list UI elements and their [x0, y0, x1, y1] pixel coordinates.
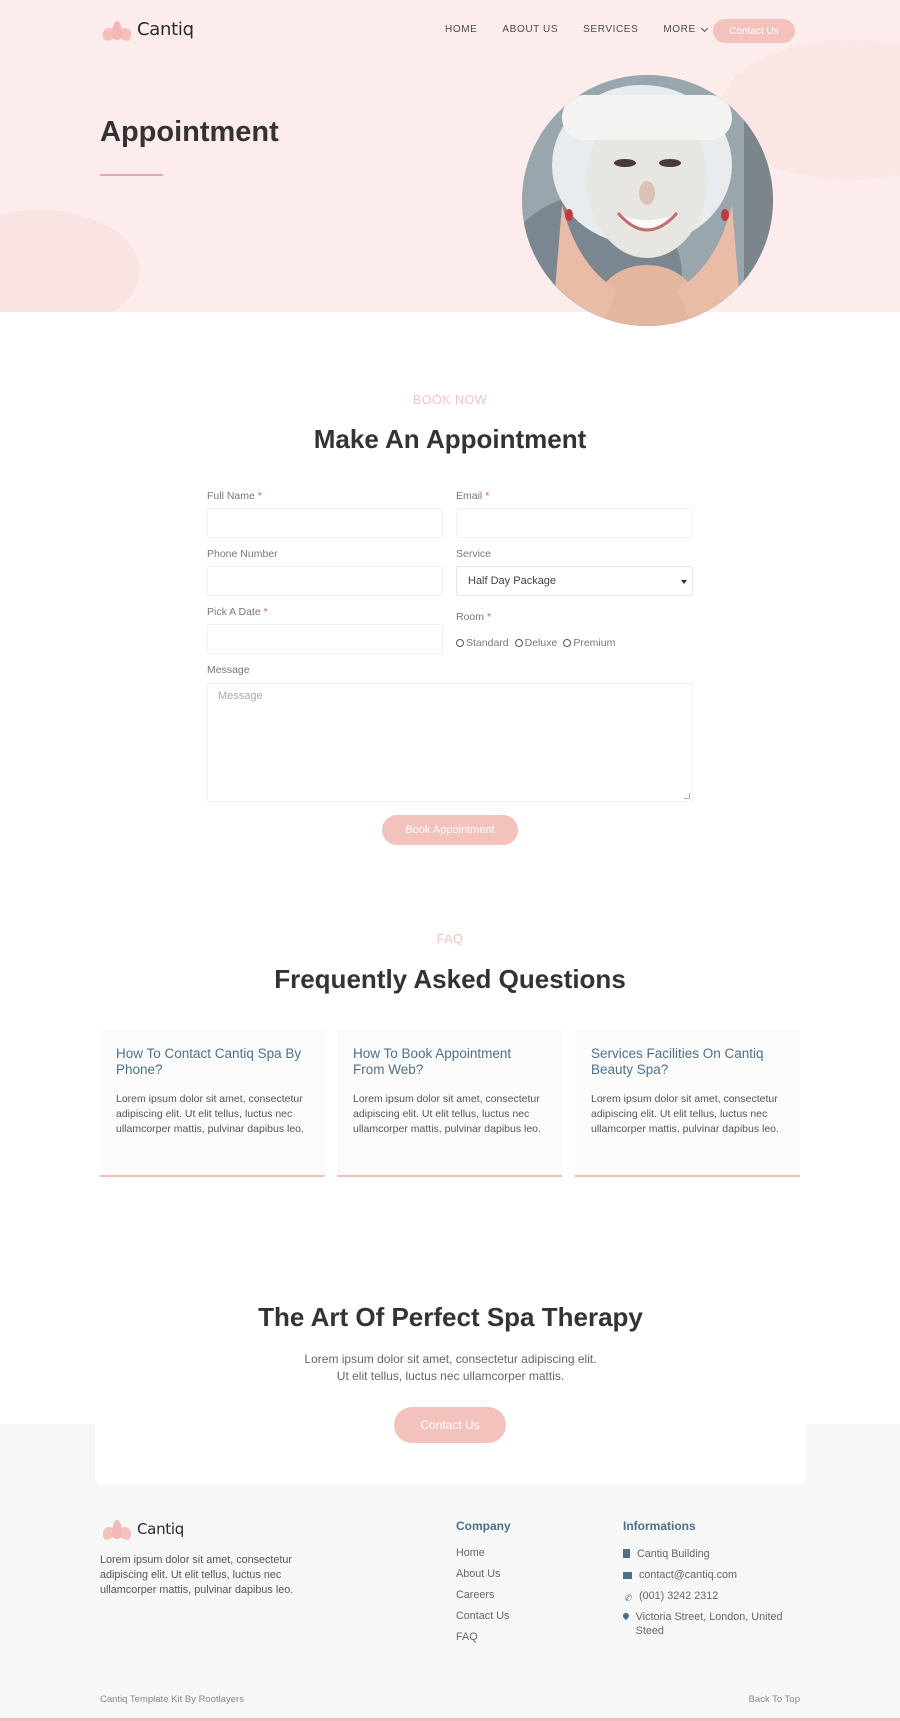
cta-card	[95, 1256, 806, 1485]
message-textarea[interactable]	[207, 683, 693, 802]
footer-link-about-us[interactable]: About Us	[456, 1568, 501, 1580]
back-to-top-link[interactable]: Back To Top	[748, 1694, 800, 1705]
info-address	[623, 1610, 803, 1644]
footer-about-text: Lorem ipsum dolor sit amet, consectetur adipiscing elit. Ut elit tellus, luctus nec ullamcorper mattis, pulvinar dapibus leo.	[100, 1554, 294, 1596]
required-mark: *	[486, 611, 492, 623]
radio-circle-icon	[456, 639, 464, 647]
resize-handle-icon[interactable]	[684, 793, 690, 799]
cta-text-line: Ut elit tellus, luctus nec ullamcorper mattis.	[336, 1369, 565, 1383]
faq-question: Services Facilities On Cantiq Beauty Spa?	[591, 1046, 764, 1077]
room-label-text: Room	[456, 611, 485, 623]
company-heading: Company	[456, 1519, 511, 1533]
room-option-deluxe[interactable]	[515, 637, 558, 649]
phone-icon: ✆	[623, 1593, 632, 1603]
service-selected-value: Half Day Package	[468, 575, 557, 587]
informations-list	[623, 1547, 803, 1644]
company-links	[456, 1547, 509, 1652]
info-phone	[623, 1589, 803, 1610]
info-email-text[interactable]: contact@cantiq.com	[639, 1569, 737, 1581]
footer-link-home[interactable]: Home	[456, 1547, 485, 1559]
page-title: Appointment	[100, 116, 279, 148]
decorative-blob	[0, 210, 140, 312]
faq-answer: Lorem ipsum dolor sit amet, consectetur adipiscing elit. Ut elit tellus, luctus nec ullamcorper mattis, pulvinar dapibus leo.	[591, 1093, 779, 1135]
nav-about-us[interactable]: ABOUT US	[502, 24, 559, 35]
nav-services[interactable]: SERVICES	[583, 24, 639, 35]
message-label: Message	[207, 664, 250, 676]
book-appointment-button[interactable]: Book Appointment	[382, 815, 518, 845]
required-mark: *	[263, 606, 268, 618]
faq-question: How To Book Appointment From Web?	[353, 1046, 512, 1077]
lotus-icon	[101, 1519, 133, 1539]
hero-image	[522, 75, 773, 326]
service-select[interactable]	[456, 566, 693, 596]
room-radio-group	[456, 637, 615, 649]
main-nav	[445, 24, 707, 35]
faq-answer: Lorem ipsum dolor sit amet, consectetur adipiscing elit. Ut elit tellus, luctus nec ullamcorper mattis, pulvinar dapibus leo.	[353, 1093, 541, 1135]
faq-card	[100, 1030, 325, 1177]
footer-logo[interactable]	[101, 1519, 184, 1539]
room-option-label: Standard	[466, 637, 509, 649]
nav-more-label: MORE	[663, 24, 696, 35]
booking-eyebrow: BOOK NOW	[412, 393, 488, 407]
full-name-label	[207, 490, 262, 502]
faq-card	[575, 1030, 800, 1177]
date-input[interactable]	[207, 624, 443, 654]
full-name-label-text: Full Name	[207, 490, 255, 502]
booking-title: Make An Appointment	[313, 424, 587, 454]
copyright-text: Cantiq Template Kit By Rootlayers	[100, 1694, 244, 1705]
full-name-input[interactable]	[207, 508, 443, 538]
info-building	[623, 1547, 803, 1568]
footer-link-careers[interactable]: Careers	[456, 1589, 495, 1601]
caret-down-icon	[681, 580, 687, 584]
nav-more-dropdown[interactable]	[663, 24, 706, 35]
faq-card	[337, 1030, 562, 1177]
room-option-label: Premium	[573, 637, 616, 649]
required-mark: *	[485, 490, 490, 502]
phone-label: Phone Number	[207, 548, 278, 560]
cta-text-line: Lorem ipsum dolor sit amet, consectetur adipiscing elit.	[304, 1352, 597, 1366]
info-building-text: Cantiq Building	[637, 1548, 710, 1560]
email-label	[456, 490, 489, 502]
header-logo[interactable]	[101, 19, 194, 40]
faq-title: Frequently Asked Questions	[274, 964, 626, 994]
info-phone-text[interactable]: (001) 3242 2312	[639, 1590, 719, 1602]
footer-link-faq[interactable]: FAQ	[456, 1631, 478, 1643]
message-placeholder: Message	[218, 690, 263, 702]
service-label: Service	[456, 548, 492, 560]
brand-name: Cantiq	[137, 1520, 184, 1538]
room-option-standard[interactable]	[456, 637, 509, 649]
nav-home[interactable]: HOME	[445, 24, 478, 35]
info-address-text: Victoria Street, London, United Steed	[635, 1611, 783, 1637]
informations-heading: Informations	[623, 1519, 696, 1533]
date-label-text: Pick A Date	[207, 606, 261, 618]
faq-eyebrow: FAQ	[436, 932, 464, 946]
radio-circle-icon	[515, 639, 523, 647]
envelope-icon	[623, 1572, 632, 1579]
room-option-label: Deluxe	[524, 637, 558, 649]
chevron-down-icon	[701, 24, 708, 31]
phone-input[interactable]	[207, 566, 443, 596]
cta-text	[95, 1351, 806, 1385]
lotus-icon	[101, 20, 133, 40]
header-contact-button[interactable]: Contact Us	[713, 19, 795, 43]
footer-link-contact-us[interactable]: Contact Us	[456, 1610, 510, 1622]
cta-contact-button[interactable]: Contact Us	[394, 1407, 506, 1443]
title-underline	[100, 174, 163, 176]
radio-circle-icon	[563, 639, 571, 647]
room-option-premium[interactable]	[563, 637, 615, 649]
cta-title: The Art Of Perfect Spa Therapy	[258, 1302, 643, 1332]
faq-answer: Lorem ipsum dolor sit amet, consectetur adipiscing elit. Ut elit tellus, luctus nec ullamcorper mattis, pulvinar dapibus leo.	[116, 1093, 304, 1135]
brand-name: Cantiq	[137, 19, 194, 40]
required-mark: *	[257, 490, 262, 502]
building-icon	[623, 1549, 630, 1558]
map-pin-icon	[622, 1612, 630, 1620]
room-label	[456, 611, 491, 623]
email-input[interactable]	[456, 508, 693, 538]
faq-question: How To Contact Cantiq Spa By Phone?	[116, 1046, 302, 1077]
info-email	[623, 1568, 803, 1589]
date-label	[207, 606, 268, 618]
email-label-text: Email	[456, 490, 483, 502]
